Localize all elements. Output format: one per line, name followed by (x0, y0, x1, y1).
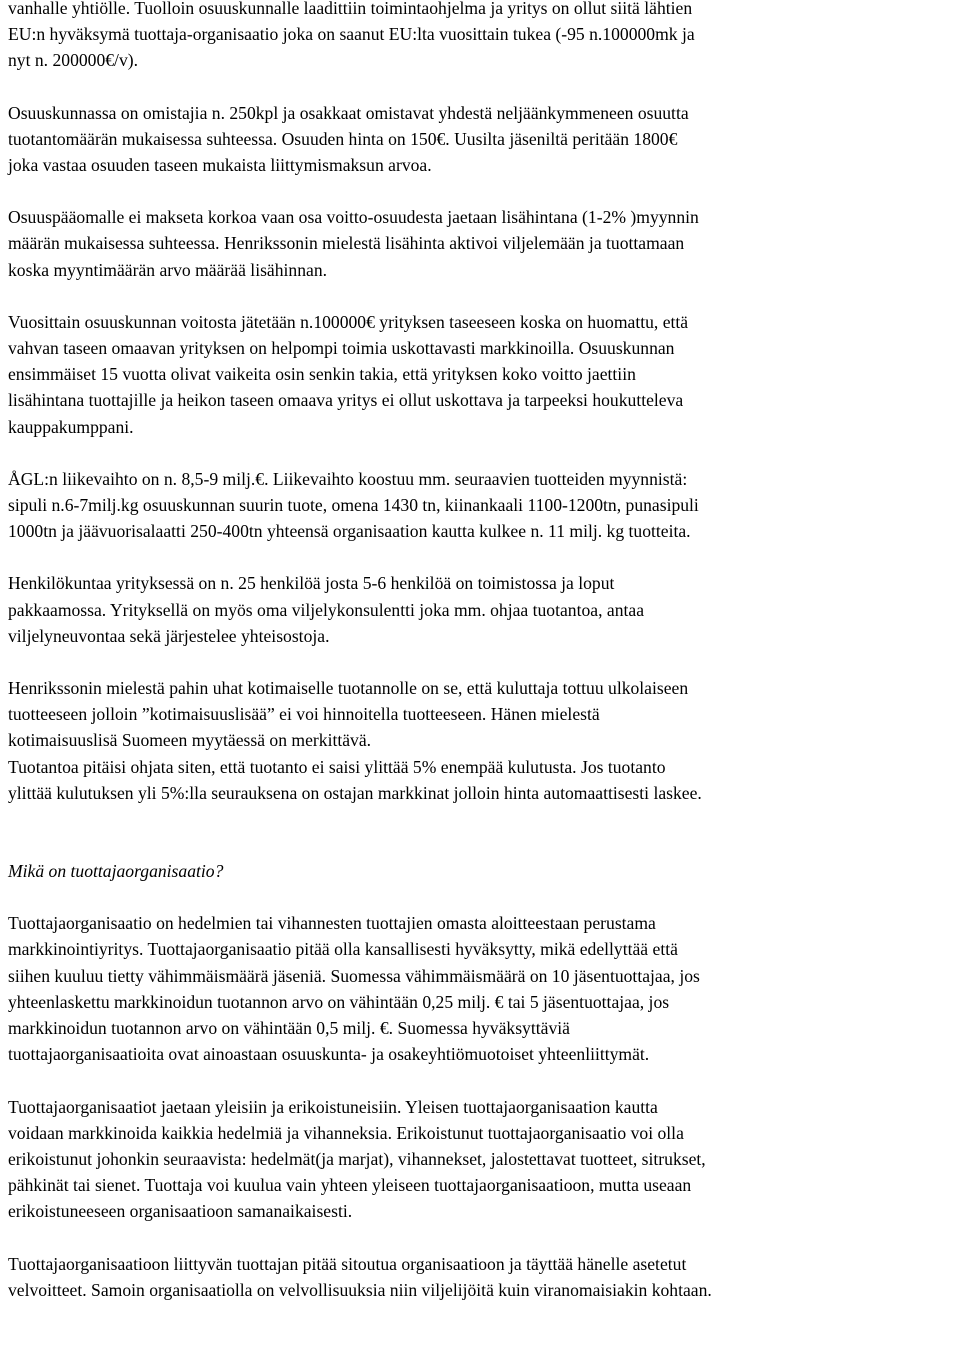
text-line: Henrikssonin mielestä pahin uhat kotimaiselle tuotannolle on se, että kuluttaja tottuu ulkolaiseen (8, 678, 689, 699)
text-line: nyt n. 200000€/v). (8, 50, 138, 71)
text-line: erikoistuneeseen organisaatioon samanaikaisesti. (8, 1201, 353, 1222)
text-line: Tuottajaorganisaatioon liittyvän tuottajan pitää sitoutua organisaatioon ja täyttää hänelle asetetut (8, 1253, 687, 1274)
paragraph-definition (8, 910, 946, 1067)
paragraph-threats (8, 675, 946, 806)
text-line: määrän mukaisessa suhteessa. Henrikssonin mielestä lisähinta aktivoi viljelemään ja tuottamaan (8, 233, 685, 254)
text-line: tuottajaorganisaatioita ovat ainoastaan osuuskunta- ja osakeyhtiömuotoiset yhteenliittymät. (8, 1044, 650, 1065)
text-line: siihen kuuluu tietty vähimmäismäärä jäseniä. Suomessa vähimmäismäärä on 10 jäsentuottajaa, jos (8, 965, 700, 986)
paragraph-profit (8, 309, 946, 440)
text-line: vanhalle yhtiölle. Tuolloin osuuskunnalle laadittiin toimintaohjelma ja yritys on ollut siitä lähtien (8, 0, 693, 18)
text-line: ensimmäiset 15 vuotta olivat vaikeita osin senkin takia, että yrityksen koko voitto jaettiin (8, 364, 636, 385)
paragraph-capital (8, 204, 946, 283)
text-line: lisähintana tuottajille ja heikon taseen omaava yritys ei ollut uskottava ja tarpeeksi houkutteleva (8, 390, 684, 411)
text-line: sipuli n.6-7milj.kg osuuskunnan suurin tuote, omena 1430 tn, kiinankaali 1100-1200tn, punasipuli (8, 495, 699, 516)
text-line: Vuosittain osuuskunnan voitosta jätetään n.100000€ yrityksen taseeseen koska on huomattu, että (8, 311, 689, 332)
text-line: ÅGL:n liikevaihto on n. 8,5-9 milj.€. Liikevaihto koostuu mm. seuraavien tuotteiden myynnistä: (8, 468, 688, 489)
paragraph-ownership (8, 100, 946, 179)
text-line: Tuottajaorganisaatio on hedelmien tai vihannesten tuottajien omasta aloitteestaan perustama (8, 913, 656, 934)
text-line: pähkinät tai sienet. Tuottaja voi kuulua vain yhteen yleiseen tuottajaorganisaatioon, mutta useaan (8, 1175, 692, 1196)
text-line: voidaan markkinoida kaikkia hedelmiä ja vihanneksia. Erikoistunut tuottajaorganisaatio voi olla (8, 1122, 684, 1143)
paragraph-staff (8, 570, 946, 649)
text-line: 1000tn ja jäävuorisalaatti 250-400tn yhteensä organisaation kautta kulkee n. 11 milj. kg tuotteita. (8, 521, 691, 542)
text-line: joka vastaa osuuden taseen mukaista liittymismaksun arvoa. (8, 155, 432, 176)
paragraph-revenue (8, 466, 946, 545)
text-line: markkinoidun tuotannon arvo on vähintään 0,5 milj. €. Suomessa hyväksyttäviä (8, 1018, 570, 1039)
text-line: velvoitteet. Samoin organisaatiolla on velvollisuuksia niin viljelijöitä kuin viranomaisiakin kohtaan. (8, 1279, 712, 1300)
text-line: Osuuskunnassa on omistajia n. 250kpl ja osakkaat omistavat yhdestä neljäänkymmeneen osuutta (8, 102, 689, 123)
text-line: pakkaamossa. Yrityksellä on myös oma viljelykonsulentti joka mm. ohjaa tuotantoa, antaa (8, 599, 645, 620)
text-line: markkinointiyritys. Tuottajaorganisaatio pitää olla kansallisesti hyväksytty, mikä edellyttää että (8, 939, 678, 960)
text-line: erikoistunut johonkin seuraavista: hedelmät(ja marjat), vihannekset, jalostettavat tuotteet, sitrukset, (8, 1148, 706, 1169)
text-line: EU:n hyväksymä tuottaja-organisaatio joka on saanut EU:lta vuosittain tukea (-95 n.100000mk ja (8, 24, 695, 45)
text-line: kauppakumppani. (8, 416, 134, 437)
text-line: Henkilökuntaa yrityksessä on n. 25 henkilöä josta 5-6 henkilöä on toimistossa ja loput (8, 573, 615, 594)
text-line: Tuotantoa pitäisi ohjata siten, että tuotanto ei saisi ylittää 5% enempää kulutusta. Jos tuotanto (8, 756, 666, 777)
text-line: Osuuspääomalle ei makseta korkoa vaan osa voitto-osuudesta jaetaan lisähintana (1-2% )myynnin (8, 207, 699, 228)
text-line: vahvan taseen omaavan yrityksen on helpompi toimia uskottavasti markkinoilla. Osuuskunnan (8, 338, 675, 359)
text-line: ylittää kulutuksen yli 5%:lla seurauksena on ostajan markkinat jolloin hinta automaattisesti laskee. (8, 782, 702, 803)
text-line: viljelyneuvontaa sekä järjestelee yhteisostoja. (8, 625, 330, 646)
section-heading: Mikä on tuottajaorganisaatio? (8, 861, 224, 882)
text-line: kotimaisuuslisä Suomeen myytäessä on merkittävä. (8, 730, 372, 751)
text-line: koska myyntimäärän arvo määrää lisähinnan. (8, 259, 328, 280)
text-line: yhteenlaskettu markkinoidun tuotannon arvo on vähintään 0,25 milj. € tai 5 jäsentuottajaa, jos (8, 991, 670, 1012)
paragraph-history (8, 0, 946, 74)
paragraph-obligations (8, 1251, 946, 1303)
text-line: tuotteeseen jolloin ”kotimaisuuslisää” ei voi hinnoitella tuotteeseen. Hänen mielestä (8, 704, 600, 725)
text-line: tuotantomäärän mukaisessa suhteessa. Osuuden hinta on 150€. Uusilta jäseniltä peritään 1800€ (8, 128, 678, 149)
text-line: Tuottajaorganisaatiot jaetaan yleisiin ja erikoistuneisiin. Yleisen tuottajaorganisaation kautta (8, 1096, 658, 1117)
paragraph-types (8, 1094, 946, 1225)
